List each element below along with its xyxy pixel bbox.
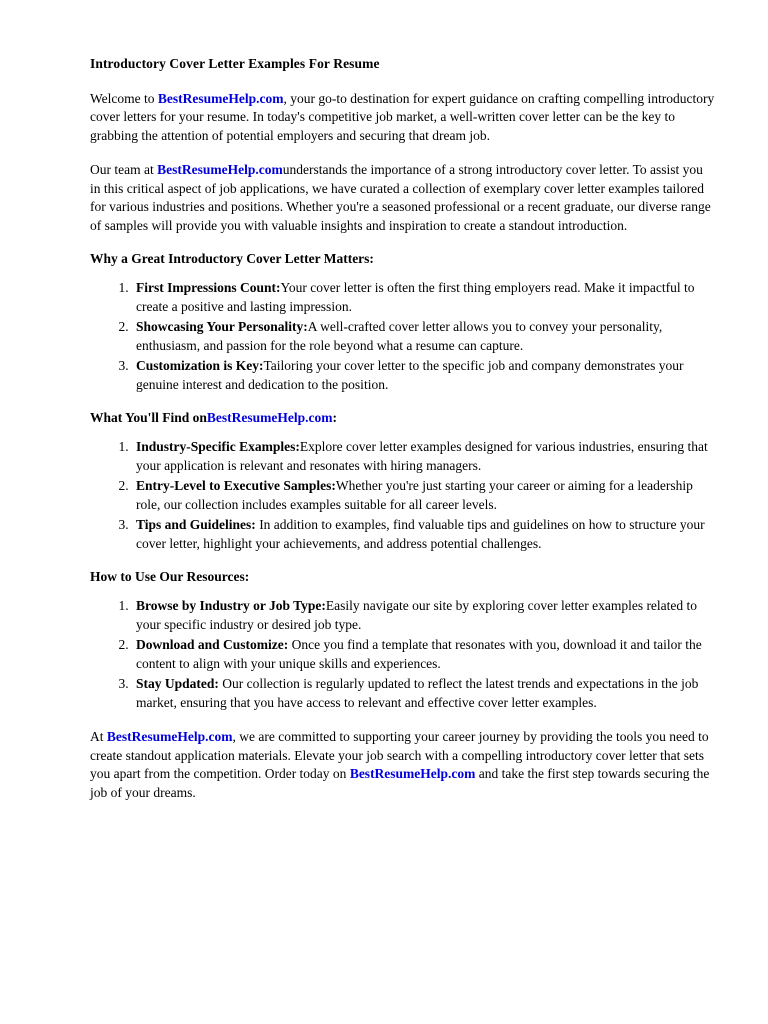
list-item-text: Explore cover letter examples designed for various industries, ensuring that your application is relevant and resonates with hiring managers. xyxy=(136,439,708,473)
team-text-after: understands the importance of a strong introductory cover letter. To assist you in this critical aspect of job applications, we have curated a collection of exemplary cover letter examples tailored for various industries and positions. Whether you're a seasoned professional or a recent graduate, our diverse range of samples will provide you with valuable insights and inspiration to create a standout introduction. xyxy=(90,162,711,233)
list-item-lead: Stay Updated: xyxy=(136,676,219,692)
closing-text-after: and take the first step towards securing the job of your dreams. xyxy=(90,766,710,800)
brand-link[interactable]: BestResumeHelp.com xyxy=(157,162,283,178)
list-item xyxy=(132,357,715,394)
list-item-lead: Customization is Key: xyxy=(136,358,264,374)
list-item-text: A well-crafted cover letter allows you to convey your personality, enthusiasm, and passion for the role beyond what a resume can capture. xyxy=(136,319,663,353)
list-item xyxy=(132,438,715,475)
list-item-lead: Industry-Specific Examples: xyxy=(136,439,300,455)
list-item-lead: First Impressions Count: xyxy=(136,280,281,296)
why-matters-list xyxy=(90,279,715,394)
section-heading-why-matters: Why a Great Introductory Cover Letter Matters: xyxy=(90,251,374,267)
list-item-lead: Download and Customize: xyxy=(136,637,289,653)
team-paragraph xyxy=(90,161,715,235)
what-youll-find-list xyxy=(90,438,715,553)
list-item-text: In addition to examples, find valuable tips and guidelines on how to structure your cover letter, highlight your achievements, and address potential challenges. xyxy=(136,517,705,551)
list-item-text: Easily navigate our site by exploring cover letter examples related to your specific industry or desired job type. xyxy=(136,598,698,632)
heading-text-before: What You'll Find on xyxy=(90,410,207,426)
list-item-text: Tailoring your cover letter to the specific job and company demonstrates your genuine interest and dedication to the position. xyxy=(136,358,684,392)
section-heading-what-youll-find xyxy=(90,410,715,426)
list-item xyxy=(132,318,715,355)
page-title: Introductory Cover Letter Examples For Resume xyxy=(90,56,380,71)
list-item-text: Your cover letter is often the first thing employers read. Make it impactful to create a positive and lasting impression. xyxy=(136,280,695,314)
list-item-lead: Showcasing Your Personality: xyxy=(136,319,308,335)
brand-link[interactable]: BestResumeHelp.com xyxy=(106,729,233,745)
list-item-text: Whether you're just starting your career or aiming for a leadership role, our collection includes examples suitable for all career levels. xyxy=(136,478,693,512)
closing-text-middle: , we are committed to supporting your career journey by providing the tools you need to create standout application materials. Elevate your job search with a compelling introductory cover letter that sets you apart from the competition. Order today on xyxy=(90,729,709,782)
brand-link[interactable]: BestResumeHelp.com xyxy=(206,410,333,426)
how-to-use-list xyxy=(90,597,715,712)
list-item-text: Once you find a template that resonates with you, download it and tailor the content to align with your unique skills and experiences. xyxy=(136,637,702,671)
list-item xyxy=(132,279,715,316)
list-item xyxy=(132,675,715,712)
list-item-lead: Entry-Level to Executive Samples: xyxy=(136,478,336,494)
section-heading-how-to-use: How to Use Our Resources: xyxy=(90,569,250,585)
brand-link[interactable]: BestResumeHelp.com xyxy=(157,91,284,106)
intro-text-after: , your go-to destination for expert guidance on crafting compelling introductory cover letters for your resume. In today's competitive job market, a well-written cover letter can be the key to grabbing the attention of potential employers and securing that dream job. xyxy=(90,91,715,143)
team-text-before: Our team at xyxy=(90,162,158,178)
list-item xyxy=(132,516,715,553)
list-item xyxy=(132,597,715,634)
list-item xyxy=(132,636,715,673)
heading-text-after: : xyxy=(332,410,338,426)
intro-paragraph xyxy=(90,90,715,145)
intro-text-before: Welcome to xyxy=(90,91,158,106)
list-item xyxy=(132,477,715,514)
brand-link[interactable]: BestResumeHelp.com xyxy=(349,766,476,782)
list-item-text: Our collection is regularly updated to reflect the latest trends and expectations in the job market, ensuring that you have access to relevant and effective cover letter examples. xyxy=(136,676,699,710)
list-item-lead: Browse by Industry or Job Type: xyxy=(136,598,326,614)
closing-paragraph xyxy=(90,728,715,802)
list-item-lead: Tips and Guidelines: xyxy=(136,517,256,533)
closing-text-before: At xyxy=(90,729,107,745)
document-body xyxy=(90,56,715,802)
